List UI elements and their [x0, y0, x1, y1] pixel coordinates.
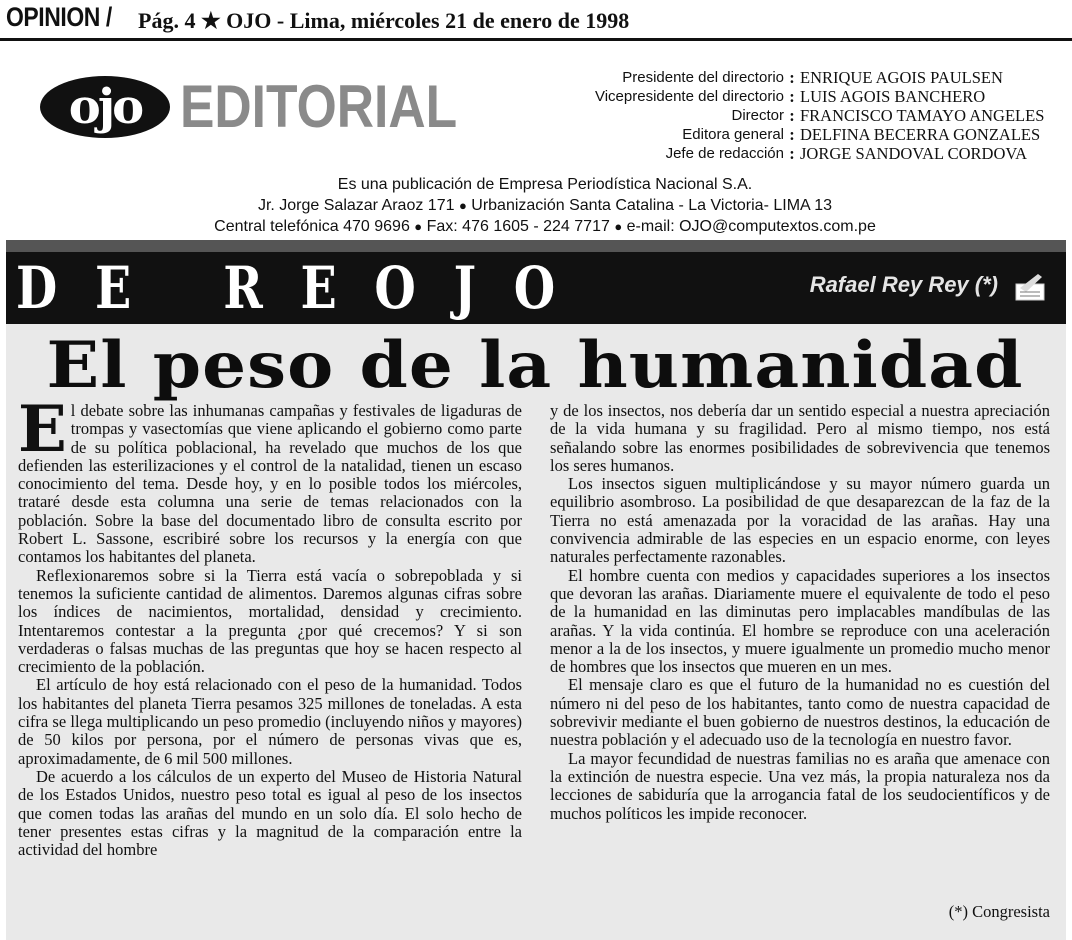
article-paragraph: De acuerdo a los cálculos de un experto del Museo de Historia Natural de los Estados Unidos, nuestro peso total es igual al peso de los insectos que comen todas las arañas del mundo en un solo día. El solo hecho de tener presentes estas cifras y la magnitud de la comparación entre la actividad del hombre — [18, 766, 522, 860]
staff-name: DELFINA BECERRA GONZALES — [800, 125, 1041, 144]
section-label: OPINION / — [6, 2, 112, 32]
drop-cap: E — [18, 402, 67, 467]
staff-name: JORGE SANDOVAL CORDOVA — [800, 144, 1028, 163]
column-banner — [6, 240, 1066, 324]
article-column-1 — [18, 402, 522, 922]
staff-role: Presidente del directorio — [622, 69, 784, 86]
author-signoff: (*) Congresista — [948, 902, 1050, 921]
article-paragraph: Reflexionaremos sobre si la Tierra está vacía o sobrepoblada y si tenemos la suficiente cantidad de alimentos. Daremos algunas cifras sobre los índices de nacimientos, mortalidad, densidad y crecimiento. Intentaremos contestar a la pregunta ¿por qué crecemos? Y si son verdaderas o falsas muchas de las preguntas que hoy se hacen respecto al crecimiento de la población. — [18, 565, 522, 677]
staff-row: Presidente del directorio : ENRIQUE AGOIS PAULSEN — [520, 68, 1060, 87]
staff-row: Vicepresidente del directorio : LUIS AGOIS BANCHERO — [520, 87, 1060, 106]
bullet-icon: ● — [614, 219, 623, 234]
column-title: DE REOJO — [16, 254, 593, 322]
bullet-icon: ● — [414, 219, 423, 234]
article-paragraph: y de los insectos, nos debería dar un sentido especial a nuestra apreciación de la vida humana y su fragilidad. Pero al mismo tiempo, nos está señalando sobre las enormes posibilidades de sobrevivencia que tenemos los seres humanos. — [550, 402, 1050, 475]
article-paragraph: El mensaje claro es que el futuro de la humanidad no es cuestión del número ni del peso de los habitantes, tanto como de nuestra capacidad de sobrevivir mediante el buen gobierno de nuestros destinos, la educación de nuestra población y el adecuado uso de la tecnología en nuestro favor. — [550, 675, 1050, 750]
page-info: Pág. 4 ★ OJO - Lima, miércoles 21 de enero de 1998 — [138, 8, 630, 33]
editorial-wordmark: EDITORIAL — [180, 73, 458, 140]
column-author: Rafael Rey Rey (*) — [809, 272, 998, 297]
staff-row: Jefe de redacción : JORGE SANDOVAL CORDOVA — [520, 144, 1060, 163]
article-paragraph: El artículo de hoy está relacionado con el peso de la humanidad. Todos los habitantes del planeta Tierra pesamos 325 millones de toneladas. A esta cifra se llega multiplicando un peso promedio (incluyendo niños y mayores) de 50 kilos por persona, por el número de personas vivas que es, aproximadamente, de 6 mil 500 millones. — [18, 675, 522, 768]
newspaper-logo — [40, 72, 502, 141]
publisher-line: Es una publicación de Empresa Periodística Nacional S.A. — [337, 176, 753, 193]
staff-name: LUIS AGOIS BANCHERO — [800, 87, 986, 106]
publisher-info — [130, 174, 960, 237]
staff-role: Jefe de redacción — [665, 145, 784, 162]
address-line: Jr. Jorge Salazar Araoz 171 ● Urbanización Santa Catalina - La Victoria- LIMA 13 — [257, 197, 833, 214]
staff-row: Director : FRANCISCO TAMAYO ANGELES — [520, 106, 1060, 125]
article-paragraph: El debate sobre las inhumanas campañas y festivales de ligaduras de trompas y vasectomías que viene aplicando el gobierno como parte de su política poblacional, ha revelado que muchos de los que defienden las esterilizaciones y el control de la natalidad, tienen un escaso conocimiento del tema. Desde hoy, y en lo posible todos los miércoles, trataré desde esta columna una serie de temas relacionados con la población. Sobre la base del documentado libro de consulta escrito por Robert L. Sassone, escribiré sobre los recursos y la energía con que contamos los habitantes del planeta. — [18, 402, 522, 567]
article-paragraph: El hombre cuenta con medios y capacidades superiores a los insectos que devoran las arañas. Diariamente muere el equivalente de todo el peso de la humanidad en las diminutas pero implacables mandíbulas de las arañas. Y la vida continúa. El hombre se reproduce con una aceleración menor a la de los insectos, y muere igualmente un promedio mucho menor de hombres que los insectos que mueren en un mes. — [550, 565, 1050, 677]
bullet-icon: ● — [458, 198, 467, 213]
ojo-logo-mark: ojo — [40, 76, 170, 138]
staff-role: Vicepresidente del directorio — [594, 88, 784, 105]
staff-name: FRANCISCO TAMAYO ANGELES — [800, 106, 1045, 125]
staff-row: Editora general : DELFINA BECERRA GONZALES — [520, 125, 1060, 144]
article-column-2 — [550, 402, 1050, 922]
staff-role: Editora general — [682, 126, 784, 143]
staff-name: ENRIQUE AGOIS PAULSEN — [800, 68, 1003, 87]
contact-line: Central telefónica 470 9696 ● Fax: 476 1605 - 224 7717 ● e-mail: OJO@computextos.com.pe — [214, 218, 876, 235]
article-paragraph: Los insectos siguen multiplicándose y su mayor número guarda un equilibrio asombroso. La posibilidad de que desaparezcan de la faz de la Tierra no está amenazada por la voracidad de las arañas. Hay una convivencia admirable de las especies en un espacio enorme, con leyes naturales perfectamente razonables. — [550, 474, 1050, 567]
article-headline: El peso de la humanidad — [46, 328, 1024, 403]
writing-hand-icon — [1010, 266, 1050, 306]
staff-masthead — [520, 68, 1060, 163]
banner-rule — [6, 240, 1066, 252]
page-header — [0, 2, 1072, 41]
article-paragraph: La mayor fecundidad de nuestras familias no es araña que amenace con la extinción de nuestra especie. Una vez más, la propia naturaleza nos da lecciones de sabiduría que la arrogancia fatal de los seudocientíficos y de muchos políticos les impide reconocer. — [550, 748, 1050, 823]
staff-role: Director — [731, 107, 784, 124]
